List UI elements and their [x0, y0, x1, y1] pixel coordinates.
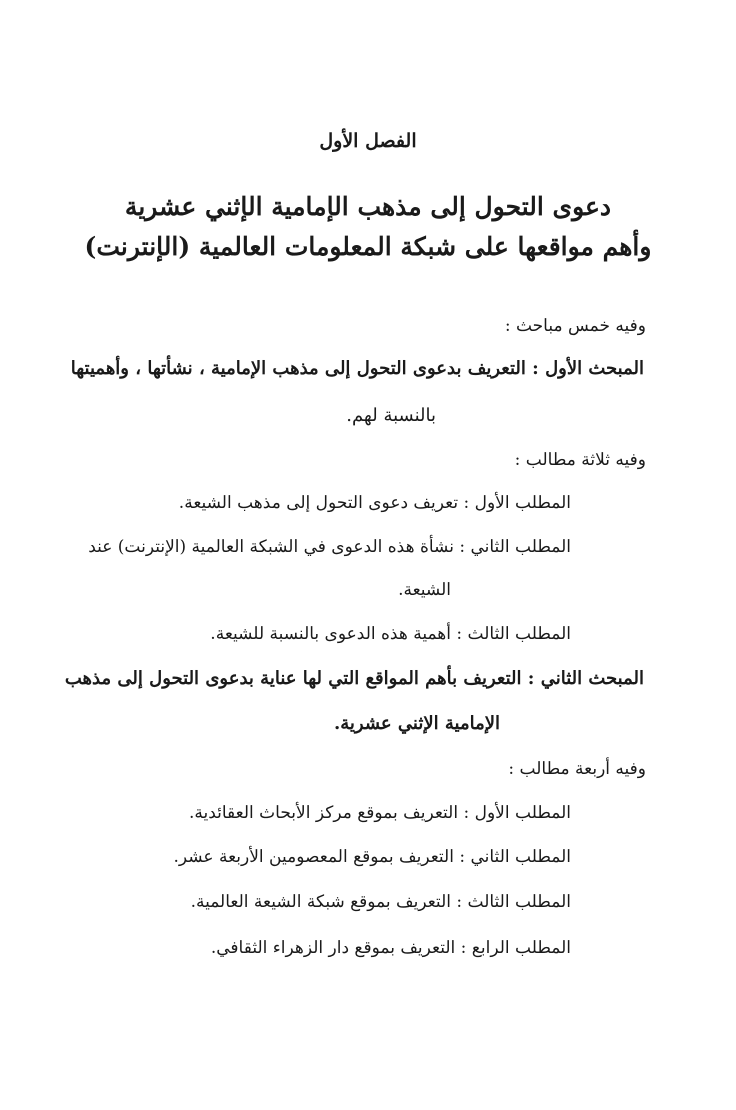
- mabhath-1-sub-intro: وفيه ثلاثة مطالب :: [514, 450, 646, 470]
- intro-text: وفيه خمس مباحث :: [504, 316, 646, 336]
- mabhath-2-matlab-2: المطلب الثاني : التعريف بموقع المعصومين الأربعة عشر.: [173, 847, 571, 867]
- mabhath-1-matlab-2: المطلب الثاني : نشأة هذه الدعوى في الشبكة العالمية (الإنترنت) عند: [88, 537, 571, 557]
- chapter-heading: الفصل الأول: [319, 130, 417, 152]
- mabhath-2-title-continued: الإمامية الإثني عشرية.: [333, 713, 500, 734]
- mabhath-1-title: المبحث الأول : التعريف بدعوى التحول إلى مذهب الإمامية ، نشأتها ، وأهميتها: [70, 358, 644, 379]
- mabhath-1-matlab-1: المطلب الأول : تعريف دعوى التحول إلى مذهب الشيعة.: [178, 493, 571, 513]
- mabhath-1-matlab-3: المطلب الثالث : أهمية هذه الدعوى بالنسبة للشيعة.: [210, 624, 571, 644]
- chapter-title-line-2: وأهم مواقعها على شبكة المعلومات العالمية (الإنترنت): [84, 232, 652, 261]
- mabhath-2-title: المبحث الثاني : التعريف بأهم المواقع التي لها عناية بدعوى التحول إلى مذهب: [64, 668, 644, 689]
- mabhath-1-matlab-2-continued: الشيعة.: [398, 580, 451, 600]
- chapter-title-line-1: دعوى التحول إلى مذهب الإمامية الإثني عشرية: [124, 192, 612, 221]
- mabhath-2-matlab-4: المطلب الرابع : التعريف بموقع دار الزهراء الثقافي.: [210, 938, 571, 958]
- mabhath-2-sub-intro: وفيه أربعة مطالب :: [508, 759, 646, 779]
- mabhath-2-matlab-3: المطلب الثالث : التعريف بموقع شبكة الشيعة العالمية.: [190, 892, 571, 912]
- mabhath-2-matlab-1: المطلب الأول : التعريف بموقع مركز الأبحاث العقائدية.: [188, 803, 571, 823]
- mabhath-1-title-continued: بالنسبة لهم.: [346, 405, 436, 426]
